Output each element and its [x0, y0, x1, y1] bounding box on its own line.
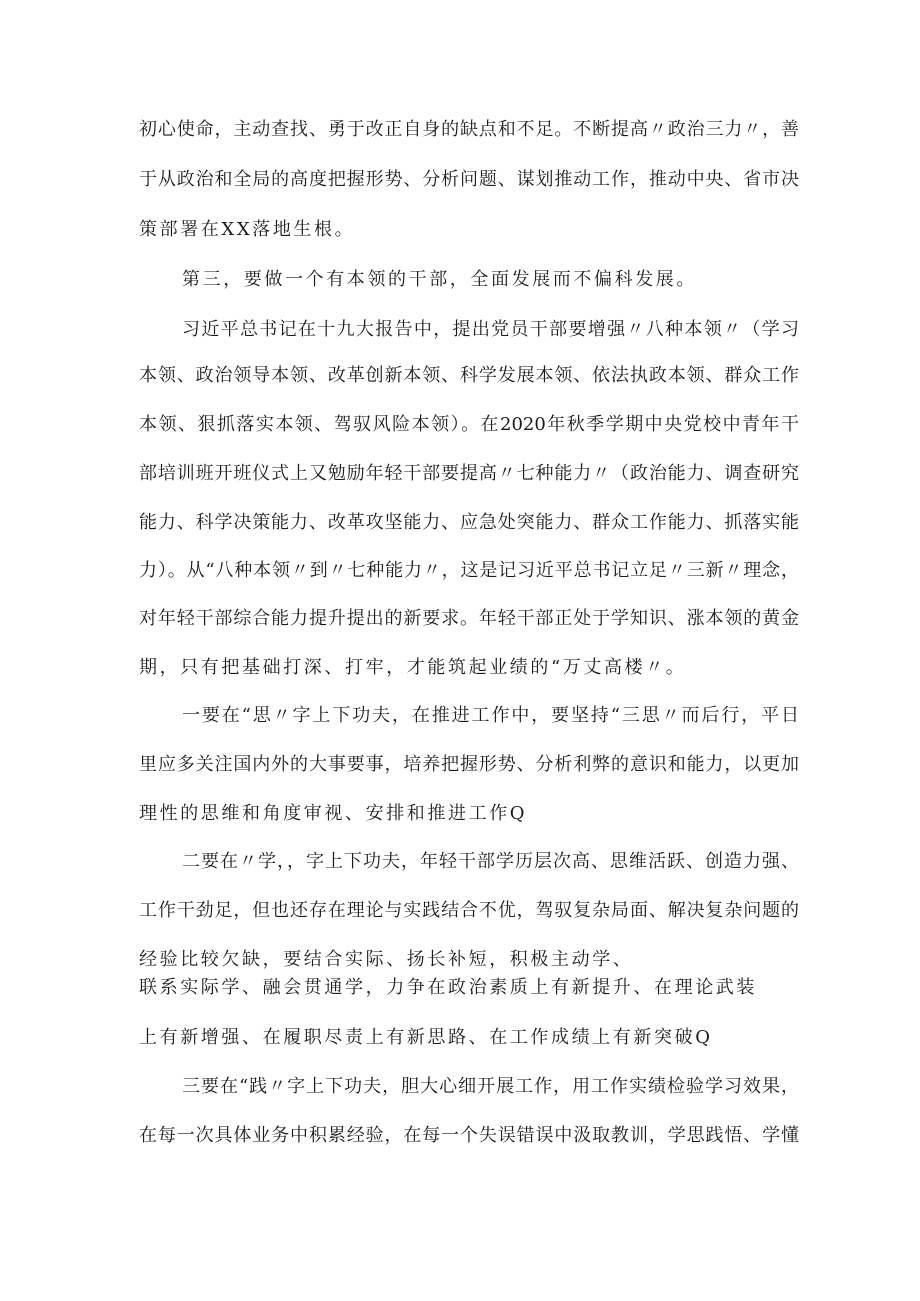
- paragraph-line: 工作干劲足，但也还存在理论与实践结合不优，驾驭复杂局面、解决复杂问题的: [139, 900, 799, 921]
- paragraph-line: 本领、政治领导本领、改革创新本领、科学发展本领、依法执政本领、群众工作: [139, 365, 799, 386]
- paragraph-line: 在每一次具体业务中积累经验，在每一个失误错误中汲取教训，学思践悟、学懂: [139, 1125, 799, 1146]
- paragraph-line: 习近平总书记在十九大报告中，提出党员干部要增强〃八种本领〃（学习: [182, 319, 799, 340]
- section-heading: 第三，要做一个有本领的干部，全面发展而不偏科发展。: [182, 269, 697, 290]
- paragraph-line: 一要在“思〃字上下功夫，在推进工作中，要坚持“三思〃而后行，平日: [182, 705, 799, 726]
- paragraph-line: 期，只有把基础打深、打牢，才能筑起业绩的“万丈高楼〃。: [139, 657, 687, 678]
- paragraph-line: 里应多关注国内外的大事要事，培养把握形势、分析利弊的意识和能力，以更加: [139, 754, 799, 775]
- paragraph-line: 力）。从“八种本领〃到〃七种能力〃，这是记习近平总书记立足〃三新〃理念，: [139, 560, 799, 581]
- paragraph-line: 对年轻干部综合能力提升提出的新要求。年轻干部正处于学知识、涨本领的黄金: [139, 608, 799, 629]
- paragraph-line: 能力、科学决策能力、改革攻坚能力、应急处突能力、群众工作能力、抓落实能: [139, 512, 799, 533]
- paragraph-line: 策部署在XX落地生根。: [139, 219, 356, 240]
- paragraph-line: 三要在“践〃字上下功夫，胆大心细开展工作，用工作实绩检验学习效果，: [182, 1076, 799, 1097]
- paragraph-line: 联系实际学、融会贯通学，力争在政治素质上有新提升、在理论武装: [139, 977, 757, 998]
- paragraph-line: 理性的思维和角度审视、安排和推进工作Q: [139, 803, 528, 824]
- paragraph-line: 上有新增强、在履职尽责上有新思路、在工作成绩上有新突破Q: [139, 1027, 713, 1048]
- paragraph-line: 本领、狠抓落实本领、驾驭风险本领）。在2020年秋季学期中央党校中青年干: [139, 414, 799, 435]
- paragraph-line: 二要在〃学，，字上下功夫，年轻干部学历层次高、思维活跃、创造力强、: [182, 851, 799, 872]
- paragraph-line: 初心使命，主动查找、勇于改正自身的缺点和不足。不断提高〃政治三力〃，善: [139, 119, 799, 140]
- paragraph-line: 于从政治和全局的高度把握形势、分析问题、谋划推动工作，推动中央、省市决: [139, 169, 799, 190]
- paragraph-line: 经验比较欠缺，要结合实际、扬长补短，积极主动学、: [139, 949, 634, 970]
- paragraph-line: 部培训班开班仪式上又勉励年轻干部要提高〃七种能力〃（政治能力、调查研究: [139, 463, 799, 484]
